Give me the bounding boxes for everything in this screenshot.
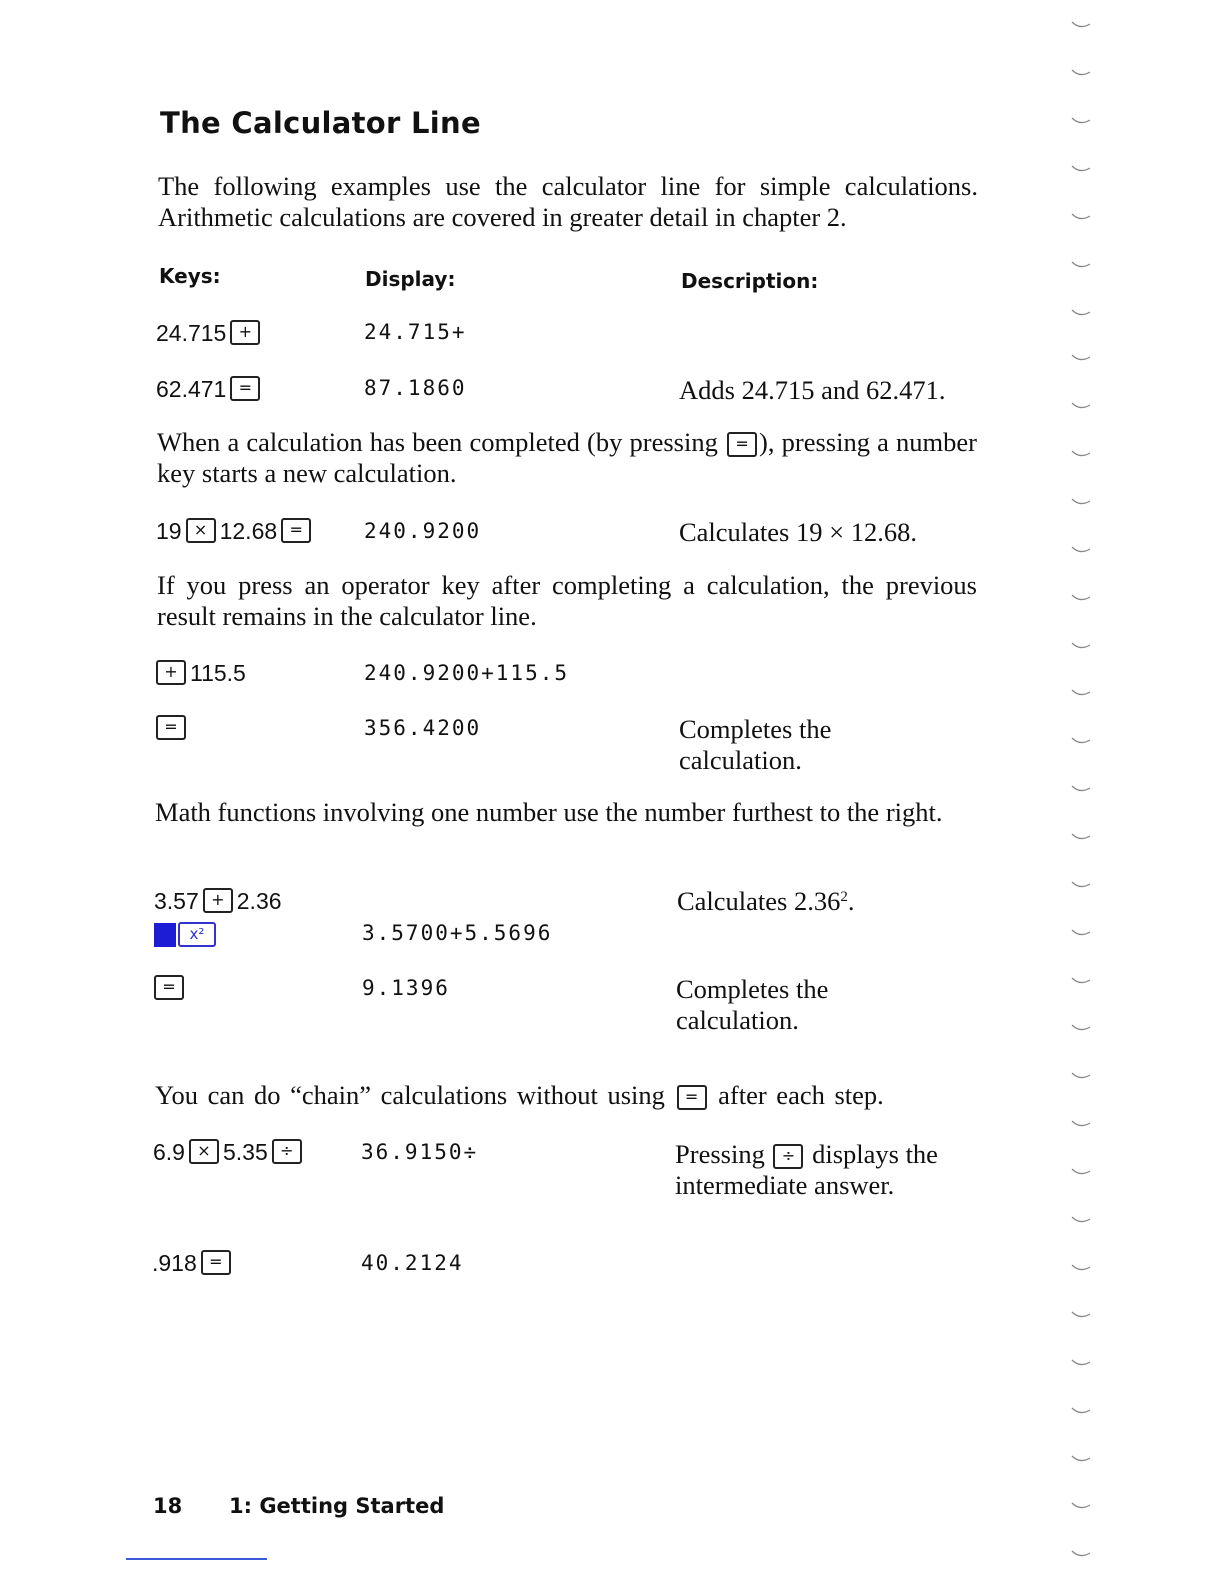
display-cell: 87.1860	[364, 376, 467, 400]
number-entry: 62.471	[156, 375, 227, 402]
scan-underline	[126, 1558, 267, 1560]
paragraph-text: ), pressing a number key starts a new calculation.	[157, 427, 978, 488]
display-cell: 9.1396	[362, 976, 450, 1000]
description-text: Calculates 2.36	[677, 886, 841, 916]
description-cell: Calculates 19 × 12.68.	[679, 517, 917, 547]
plus-key: +	[203, 888, 233, 913]
display-cell: 356.4200	[364, 716, 482, 740]
description-cell: Adds 24.715 and 62.471.	[679, 375, 946, 405]
equals-key: =	[154, 975, 184, 1000]
number-entry: 12.68	[219, 517, 278, 544]
example-row	[0, 316, 1224, 356]
description-cell: Completes the calculation.	[676, 974, 829, 1035]
keys-cell	[156, 316, 264, 348]
number-entry: 3.57	[154, 887, 199, 914]
binding-edge	[1062, 0, 1102, 1584]
paragraph: If you press an operator key after completing a calculation, the previous result remains in the calculator line.	[157, 570, 977, 631]
paragraph	[157, 427, 977, 489]
exponent: 2	[840, 889, 848, 905]
description-cell: Completes the calculation.	[679, 714, 832, 775]
chapter-title: 1: Getting Started	[229, 1494, 445, 1518]
description-text: Pressing	[675, 1139, 765, 1169]
keys-cell	[156, 514, 315, 546]
example-row	[0, 656, 1224, 696]
number-entry: 115.5	[190, 659, 246, 686]
header-keys: Keys:	[159, 264, 221, 288]
display-cell: 240.9200	[364, 519, 482, 543]
equals-key: =	[727, 432, 757, 457]
square-key: x²	[178, 922, 216, 947]
paragraph	[155, 1080, 975, 1111]
multiply-key: ×	[186, 518, 216, 543]
section-title: The Calculator Line	[160, 106, 481, 140]
equals-key: =	[230, 376, 260, 401]
keys-cell	[154, 971, 188, 1001]
number-entry: 5.35	[222, 1138, 268, 1165]
keys-cell	[156, 372, 264, 404]
equals-key: =	[677, 1085, 707, 1110]
number-entry: 19	[156, 517, 182, 544]
example-row	[0, 1246, 1224, 1286]
example-row	[0, 971, 1224, 1035]
header-description: Description:	[681, 269, 819, 293]
header-display: Display:	[365, 267, 456, 291]
number-entry: .918	[152, 1249, 197, 1276]
keys-cell	[156, 711, 190, 741]
example-row	[0, 711, 1224, 775]
example-row	[0, 1135, 1224, 1200]
multiply-key: ×	[189, 1139, 219, 1164]
plus-key: +	[230, 320, 260, 345]
keys-cell	[154, 884, 282, 916]
number-entry: 2.36	[236, 887, 282, 914]
number-entry: 6.9	[153, 1138, 185, 1165]
display-cell: 3.5700+5.5696	[362, 921, 553, 945]
plus-key: +	[156, 660, 186, 685]
equals-key: =	[281, 518, 311, 543]
keys-cell	[154, 918, 220, 948]
example-row	[0, 372, 1224, 412]
paragraph-text: You can do “chain” calculations without using	[155, 1080, 665, 1110]
description-text: displays the intermediate answer.	[675, 1139, 938, 1200]
display-cell: 24.715+	[364, 320, 467, 344]
equals-key: =	[156, 715, 186, 740]
example-row	[0, 514, 1224, 554]
paragraph: Math functions involving one number use the number furthest to the right.	[155, 797, 943, 827]
paragraph-text: after each step.	[718, 1080, 884, 1110]
description-cell	[675, 1139, 975, 1201]
keys-cell	[152, 1246, 235, 1278]
display-cell: 40.2124	[361, 1251, 464, 1275]
paragraph-text: When a calculation has been completed (by pressing	[157, 427, 718, 457]
number-entry: 24.715	[156, 319, 227, 346]
equals-key: =	[201, 1250, 231, 1275]
display-cell: 36.9150÷	[361, 1140, 479, 1164]
example-row	[0, 918, 1224, 958]
divide-key: ÷	[773, 1144, 803, 1169]
page-number: 18	[153, 1494, 183, 1518]
keys-cell	[153, 1135, 306, 1167]
description-text: .	[847, 886, 855, 916]
divide-key: ÷	[272, 1139, 302, 1164]
description-cell	[677, 886, 977, 917]
keys-cell	[156, 656, 246, 688]
intro-paragraph: The following examples use the calculator line for simple calculations. Arithmetic calculations are covered in greater detail in chapter 2.	[158, 171, 978, 232]
display-cell: 240.9200+115.5	[364, 661, 570, 685]
shift-key	[154, 923, 176, 947]
